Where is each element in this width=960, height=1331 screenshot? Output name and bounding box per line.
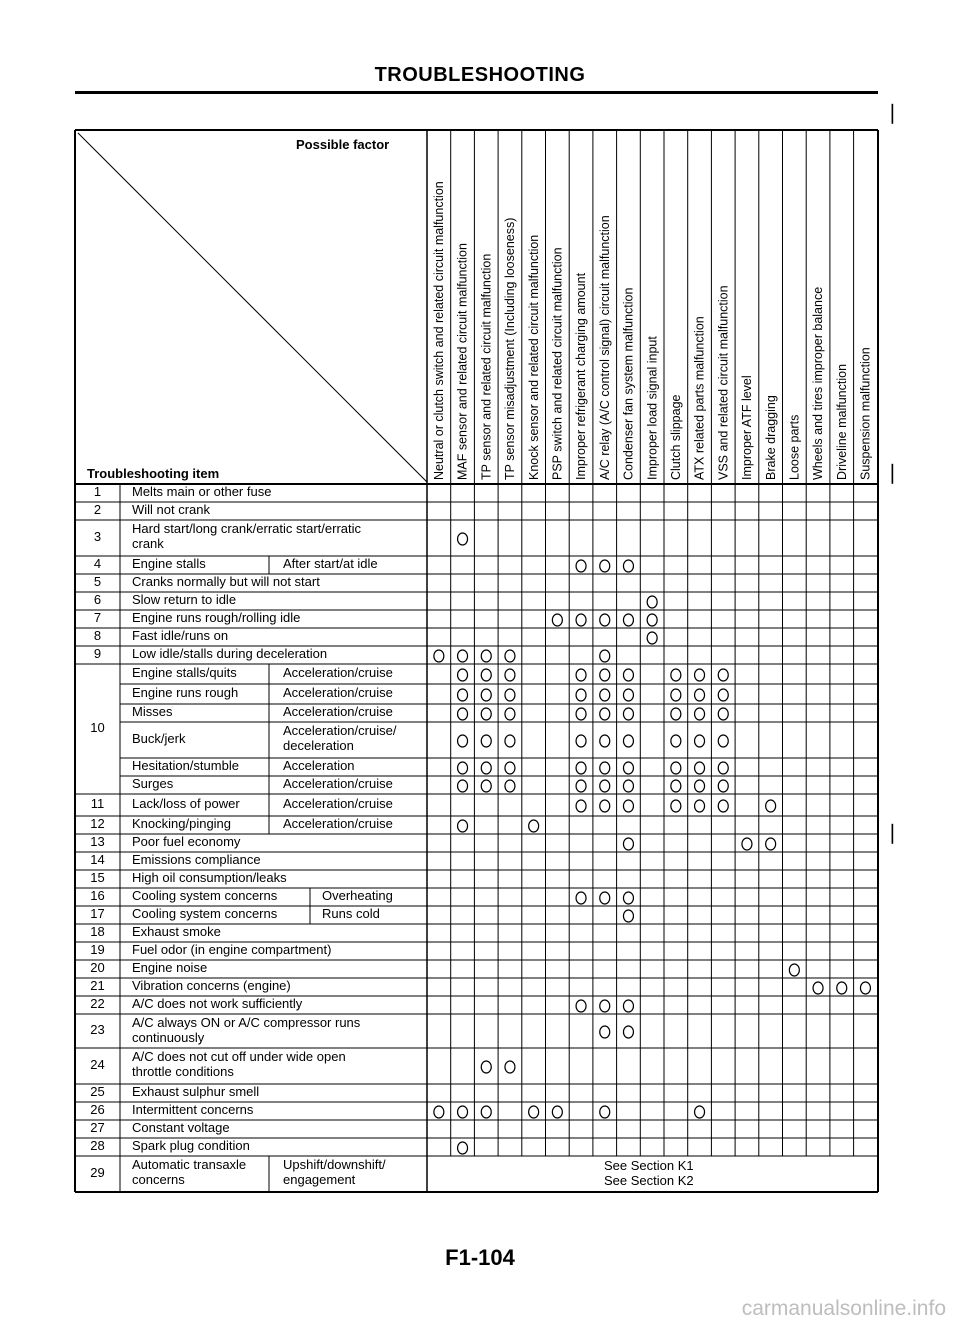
row-number: 18 [90, 924, 105, 939]
row-number: 16 [90, 888, 105, 903]
factor-mark [505, 780, 515, 792]
see-section: See Section K1 [604, 1158, 694, 1173]
row-number: 26 [90, 1102, 105, 1117]
row-item: High oil consumption/leaks [132, 870, 287, 885]
row-item: Cranks normally but will not start [132, 574, 320, 589]
column-header: A/C relay (A/C control signal) circuit malfunction [597, 215, 612, 480]
row-item: Fuel odor (in engine compartment) [132, 942, 332, 957]
factor-mark [647, 632, 657, 644]
factor-mark [718, 780, 728, 792]
row-condition: Acceleration/cruise [283, 816, 393, 831]
row-number: 20 [90, 960, 105, 975]
factor-mark [458, 780, 468, 792]
factor-mark [766, 838, 776, 850]
possible-factor-label: Possible factor [296, 137, 390, 152]
row-item: Exhaust sulphur smell [132, 1084, 260, 1099]
row-item: Emissions compliance [132, 852, 261, 867]
factor-mark [576, 614, 586, 626]
factor-mark [623, 735, 633, 747]
margin-mark: ❘ [884, 102, 901, 124]
row-item: Poor fuel economy [132, 834, 241, 849]
factor-mark [623, 708, 633, 720]
row-item: Lack/loss of power [132, 796, 240, 811]
factor-mark [458, 708, 468, 720]
row-condition: Acceleration/cruise [283, 704, 393, 719]
factor-mark [576, 892, 586, 904]
row-number: 4 [93, 556, 102, 571]
column-header: Brake dragging [763, 395, 778, 480]
factor-mark [695, 669, 705, 681]
factor-mark [789, 964, 799, 976]
factor-mark [695, 689, 705, 701]
row-number: 27 [90, 1120, 105, 1135]
factor-mark [623, 800, 633, 812]
row-number: 19 [90, 942, 105, 957]
factor-mark [647, 614, 657, 626]
factor-mark [481, 708, 491, 720]
row-number: 17 [90, 906, 105, 921]
factor-mark [458, 735, 468, 747]
factor-mark [600, 689, 610, 701]
factor-mark [600, 762, 610, 774]
factor-mark [623, 1000, 633, 1012]
factor-mark [600, 614, 610, 626]
row-item: Exhaust smoke [132, 924, 221, 939]
column-header: VSS and related circuit malfunction [716, 285, 731, 480]
factor-mark [458, 533, 468, 545]
factor-mark [481, 1061, 491, 1073]
factor-mark [623, 614, 633, 626]
factor-mark [671, 689, 681, 701]
factor-mark [505, 1061, 515, 1073]
row-item: Knocking/pinging [132, 816, 232, 831]
factor-mark [671, 708, 681, 720]
margin-mark: ❘ [884, 462, 901, 484]
column-header: Suspension malfunction [858, 347, 873, 480]
factor-mark [695, 780, 705, 792]
row-item: Engine stalls [132, 556, 206, 571]
factor-mark [718, 800, 728, 812]
factor-mark [458, 762, 468, 774]
row-item: Engine noise [132, 960, 208, 975]
row-number: 25 [90, 1084, 105, 1099]
row-number: 2 [93, 502, 102, 517]
factor-mark [671, 800, 681, 812]
factor-mark [576, 708, 586, 720]
factor-mark [671, 762, 681, 774]
page-number: F1-104 [445, 1245, 515, 1270]
factor-mark [552, 614, 562, 626]
row-item: Slow return to idle [132, 592, 237, 607]
row-number: 28 [90, 1138, 105, 1153]
factor-mark [505, 735, 515, 747]
factor-mark [481, 669, 491, 681]
factor-mark [481, 762, 491, 774]
row-item: Fast idle/runs on [132, 628, 229, 643]
factor-mark [623, 892, 633, 904]
factor-mark [481, 689, 491, 701]
factor-mark [623, 1026, 633, 1038]
factor-mark [695, 735, 705, 747]
row-item: Cooling system concerns [132, 906, 278, 921]
row-item: Vibration concerns (engine) [132, 978, 291, 993]
factor-mark [600, 892, 610, 904]
row-item: Hard start/long crank/erratic start/erratic [132, 521, 362, 536]
row-item: Surges [132, 776, 174, 791]
row-number: 6 [93, 592, 102, 607]
row-condition: Upshift/downshift/ [283, 1157, 386, 1172]
row-condition: Acceleration/cruise [283, 665, 393, 680]
factor-mark [600, 669, 610, 681]
column-header: Knock sensor and related circuit malfunction [526, 234, 541, 480]
factor-mark [481, 735, 491, 747]
factor-mark [576, 780, 586, 792]
row-condition: Overheating [322, 888, 393, 903]
watermark: carmanualsonline.info [741, 1297, 946, 1320]
factor-mark [623, 669, 633, 681]
row-item: Will not crank [132, 502, 211, 517]
factor-mark [505, 762, 515, 774]
row-item: Cooling system concerns [132, 888, 278, 903]
column-header: Loose parts [787, 414, 802, 480]
factor-mark [576, 762, 586, 774]
factor-mark [766, 800, 776, 812]
factor-mark [505, 669, 515, 681]
row-item: A/C always ON or A/C compressor runs [132, 1015, 361, 1030]
row-item: Intermittent concerns [132, 1102, 254, 1117]
factor-mark [623, 838, 633, 850]
row-number: 23 [90, 1022, 105, 1037]
row-number: 7 [93, 610, 102, 625]
factor-mark [552, 1106, 562, 1118]
factor-mark [600, 1106, 610, 1118]
factor-mark [458, 1142, 468, 1154]
factor-mark [623, 560, 633, 572]
column-header: Condenser fan system malfunction [621, 287, 636, 480]
factor-mark [458, 669, 468, 681]
factor-mark [742, 838, 752, 850]
factor-mark [623, 689, 633, 701]
factor-mark [529, 1106, 539, 1118]
factor-mark [576, 560, 586, 572]
row-item: Engine runs rough [132, 685, 239, 700]
factor-mark [481, 780, 491, 792]
factor-mark [600, 780, 610, 792]
factor-mark [623, 780, 633, 792]
factor-mark [458, 650, 468, 662]
row-number: 22 [90, 996, 105, 1011]
row-condition: Runs cold [322, 906, 380, 921]
factor-mark [695, 1106, 705, 1118]
factor-mark [718, 735, 728, 747]
margin-mark: ❘ [884, 822, 901, 844]
row-condition: After start/at idle [283, 556, 378, 571]
row-number: 1 [93, 484, 102, 499]
column-header: Wheels and tires improper balance [811, 286, 826, 480]
row-item: A/C does not cut off under wide open [132, 1049, 346, 1064]
factor-mark [600, 1026, 610, 1038]
row-item: Automatic transaxle [132, 1157, 247, 1172]
factor-mark [600, 650, 610, 662]
factor-mark [718, 708, 728, 720]
factor-mark [576, 735, 586, 747]
row-condition: Acceleration [283, 758, 355, 773]
row-condition: Acceleration/cruise [283, 776, 393, 791]
row-number: 9 [93, 646, 102, 661]
factor-mark [718, 669, 728, 681]
factor-mark [576, 669, 586, 681]
factor-mark [576, 800, 586, 812]
factor-mark [458, 1106, 468, 1118]
factor-mark [458, 689, 468, 701]
factor-mark [600, 560, 610, 572]
header-diagonal [78, 133, 427, 482]
row-condition: deceleration [283, 738, 354, 753]
column-header: MAF sensor and related circuit malfunction [455, 243, 470, 480]
factor-mark [505, 708, 515, 720]
column-header: ATX related parts malfunction [692, 316, 707, 480]
factor-mark [718, 689, 728, 701]
factor-mark [623, 910, 633, 922]
factor-mark [505, 689, 515, 701]
factor-mark [837, 982, 847, 994]
row-number: 13 [90, 834, 105, 849]
row-item: concerns [132, 1172, 185, 1187]
factor-mark [600, 735, 610, 747]
row-condition: engagement [283, 1172, 356, 1187]
factor-mark [434, 650, 444, 662]
column-header: Neutral or clutch switch and related circuit malfunction [432, 181, 446, 480]
factor-mark [647, 596, 657, 608]
factor-mark [623, 762, 633, 774]
row-item: Engine runs rough/rolling idle [132, 610, 301, 625]
factor-mark [481, 1106, 491, 1118]
factor-mark [718, 762, 728, 774]
column-header: Improper refrigerant charging amount [574, 272, 589, 480]
factor-mark [695, 708, 705, 720]
row-item: Misses [132, 704, 173, 719]
column-header: TP sensor and related circuit malfunction [479, 253, 494, 480]
factor-mark [695, 800, 705, 812]
factor-mark [671, 780, 681, 792]
factor-mark [860, 982, 870, 994]
row-number: 29 [90, 1165, 105, 1180]
row-condition: Acceleration/cruise/ [283, 723, 397, 738]
row-item: Hesitation/stumble [132, 758, 239, 773]
factor-mark [576, 689, 586, 701]
factor-mark [600, 708, 610, 720]
row-number: 12 [90, 816, 105, 831]
factor-mark [695, 762, 705, 774]
factor-mark [671, 669, 681, 681]
column-header: Clutch slippage [669, 394, 683, 480]
factor-mark [600, 800, 610, 812]
row-item: Low idle/stalls during deceleration [132, 646, 328, 661]
factor-mark [671, 735, 681, 747]
row-item: Melts main or other fuse [132, 484, 272, 499]
factor-mark [813, 982, 823, 994]
row-item: continuously [132, 1030, 205, 1045]
row-number: 14 [90, 852, 105, 867]
column-header: PSP switch and related circuit malfunction [550, 247, 565, 480]
row-number: 5 [93, 574, 102, 589]
row-number: 11 [90, 796, 105, 811]
factor-mark [434, 1106, 444, 1118]
column-header: TP sensor misadjustment (Including looseness) [503, 217, 518, 480]
row-item: crank [132, 536, 164, 551]
page-title: TROUBLESHOOTING [374, 64, 586, 86]
factor-mark [600, 1000, 610, 1012]
row-item: Constant voltage [132, 1120, 230, 1135]
column-header: Driveline malfunction [834, 363, 849, 480]
column-header: Improper load signal input [645, 336, 660, 480]
row-number: 8 [93, 628, 102, 643]
row-number: 10 [90, 720, 105, 735]
row-item: Engine stalls/quits [132, 665, 237, 680]
row-item: Spark plug condition [132, 1138, 250, 1153]
row-item: throttle conditions [132, 1064, 234, 1079]
column-header: Improper ATF level [740, 375, 755, 480]
row-condition: Acceleration/cruise [283, 685, 393, 700]
factor-mark [529, 820, 539, 832]
factor-mark [505, 650, 515, 662]
see-section: See Section K2 [604, 1173, 694, 1188]
row-number: 21 [90, 978, 105, 993]
factor-mark [576, 1000, 586, 1012]
row-number: 15 [90, 870, 105, 885]
factor-mark [458, 820, 468, 832]
row-condition: Acceleration/cruise [283, 796, 393, 811]
row-item: Buck/jerk [132, 731, 186, 746]
row-number: 24 [90, 1057, 105, 1072]
row-item: A/C does not work sufficiently [132, 996, 303, 1011]
row-number: 3 [93, 529, 102, 544]
troubleshooting-item-label: Troubleshooting item [87, 466, 220, 481]
factor-mark [481, 650, 491, 662]
